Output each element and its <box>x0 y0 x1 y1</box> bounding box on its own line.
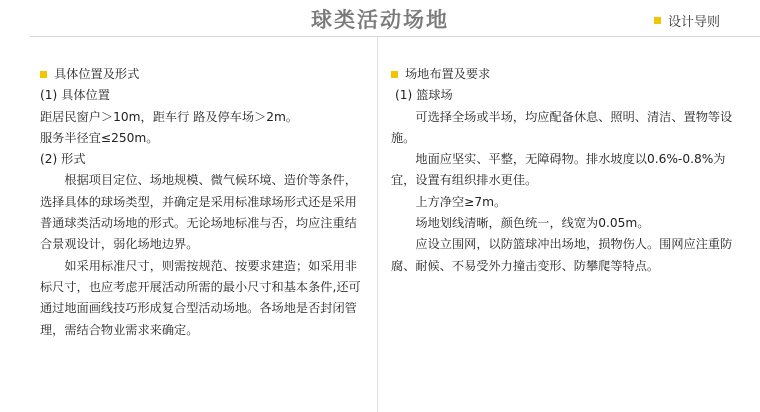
header-divider <box>30 36 760 37</box>
form-paragraph-1: 根据项目定位、场地规模、微气候环境、造价等条件，选择具体的球场类型，并确定是采用标准球场形式还是采用普通球类活动场地的形式。无论场地标准与否，均应注重结合景观设计，弱化场地边界。 <box>40 173 357 252</box>
yellow-square-icon <box>40 71 47 78</box>
basketball-paragraph-3: 上方净空≥7m。 <box>415 194 507 209</box>
right-section-title <box>391 64 741 85</box>
yellow-square-icon <box>391 71 398 78</box>
right-column <box>391 64 741 277</box>
right-section-title-text: 场地布置及要求 <box>405 67 491 81</box>
left-section-title <box>40 64 365 85</box>
location-distance-text: 距居民窗户＞10m，距车行 路及停车场＞2m。 <box>40 109 299 124</box>
form-subtitle: (2) 形式 <box>40 152 86 167</box>
basketball-paragraph-1: 可选择全场或半场，均应配备休息、照明、清洁、置物等设施。 <box>391 109 733 145</box>
left-column <box>40 64 365 341</box>
section-label-text: 设计导则 <box>667 15 720 30</box>
basketball-paragraph-2: 地面应坚实、平整，无障碍物。排水坡度以0.6%-0.8%为宜，设置有组织排水更佳。 <box>391 152 726 188</box>
basketball-subtitle: (1) 篮球场 <box>395 88 453 103</box>
section-label <box>654 11 720 30</box>
service-radius-text: 服务半径宜≤250m。 <box>40 130 159 145</box>
location-subtitle: (1) 具体位置 <box>40 88 110 103</box>
yellow-square-icon <box>654 17 661 24</box>
form-paragraph-2: 如采用标准尺寸，则需按规范、按要求建造；如采用非标尺寸，也应考虑开展活动所需的最小尺寸和基本条件,还可通过地面画线技巧形成复合型活动场地。各场地是否封闭管理，需结合物业需求来确定。 <box>40 258 361 337</box>
left-section-title-text: 具体位置及形式 <box>54 67 140 81</box>
column-divider <box>377 36 378 412</box>
page-title: 球类活动场地 <box>311 8 449 32</box>
basketball-paragraph-5: 应设立围网，以防篮球冲出场地，损物伤人。围网应注重防腐、耐候、不易受外力撞击变形、防攀爬等特点。 <box>391 237 733 273</box>
basketball-paragraph-4: 场地划线清晰，颜色统一，线宽为0.05m。 <box>415 216 650 231</box>
